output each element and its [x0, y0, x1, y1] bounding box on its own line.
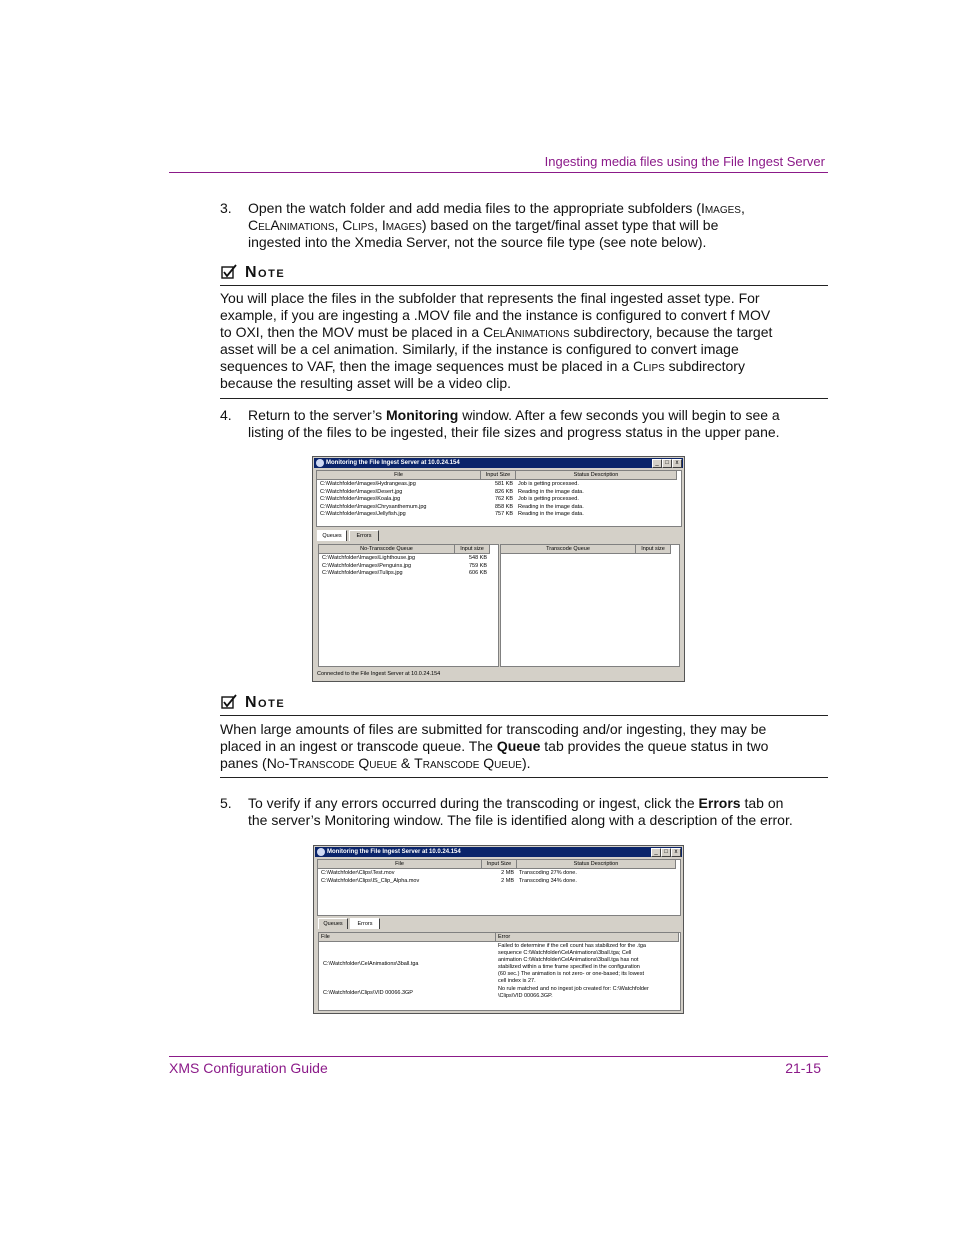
errors-pane[interactable]	[318, 932, 681, 1011]
row-size: 826 KB	[494, 488, 513, 495]
close-button[interactable]: x	[671, 848, 681, 857]
transcode-queue-pane[interactable]	[500, 544, 680, 667]
running-title: Ingesting media files using the File Ingest Server	[544, 154, 825, 169]
error-text: Failed to determine if the cell count has stabilized for the .tga	[498, 943, 646, 949]
row-size: 581 KB	[494, 481, 513, 487]
window-title: Monitoring the File Ingest Server at 10.0.24.154	[327, 849, 461, 855]
app-icon	[317, 848, 325, 856]
row-file: C:\Watchfolder\Images\Hydrangeas.jpg	[320, 481, 416, 487]
queue-size: 606 KB	[468, 570, 487, 576]
column-status[interactable]: Status Description	[516, 471, 677, 480]
row-status: Transcoding 34% done.	[519, 877, 577, 884]
row-size: 2 MB	[501, 870, 514, 876]
close-button[interactable]: x	[672, 459, 682, 468]
status-bar: Connected to the File Ingest Server at 10.0.24.154	[317, 671, 441, 677]
column-transcode-queue[interactable]: Transcode Queue	[501, 545, 636, 554]
error-text: sequence C:\Watchfolder\CelAnimations\3ball.tga; Cell	[498, 950, 632, 956]
queue-size: 548 KB	[468, 555, 487, 561]
tab-queues[interactable]: Queues	[317, 530, 347, 541]
header-rule	[169, 172, 828, 173]
row-status: Transcoding 27% done.	[519, 870, 577, 876]
step-5-number: 5.	[220, 795, 232, 811]
row-status: Reading in the image data.	[518, 488, 584, 495]
column-status[interactable]: Status Description	[517, 860, 676, 869]
note-2-bottom-rule	[220, 777, 828, 778]
error-text: \Clips\VID 00066.3GP.	[498, 993, 553, 999]
row-file: C:\Watchfolder\Clips\IS_Clip_Alpha.mov	[321, 877, 420, 884]
row-status: Reading in the image data.	[518, 503, 584, 510]
row-size: 757 KB	[494, 511, 513, 517]
checkbox-note-icon	[221, 694, 237, 710]
note-1-top-rule	[220, 285, 828, 286]
row-status: Reading in the image data.	[518, 511, 584, 517]
page-number: 21-15	[785, 1060, 821, 1076]
step-4-number: 4.	[220, 407, 232, 423]
no-transcode-queue-pane[interactable]	[318, 544, 499, 667]
row-size: 2 MB	[501, 877, 514, 884]
maximize-button[interactable]: □	[661, 848, 671, 857]
file-status-list[interactable]	[316, 470, 682, 527]
note-2-top-rule	[220, 715, 828, 716]
monitoring-window-errors	[313, 845, 684, 1014]
checkbox-note-icon	[221, 264, 237, 280]
note-2-text: When large amounts of files are submitted for transcoding and/or ingesting, they may be placed in an ingest or transcode queue. The Queue tab provides the queue status in two panes (No-Transcode Queue & Transcode Queue).	[220, 721, 769, 771]
footer-guide-title: XMS Configuration Guide	[169, 1060, 328, 1076]
file-status-list[interactable]	[317, 859, 681, 916]
queue-file: C:\Watchfolder\Images\Lighthouse.jpg	[322, 555, 416, 561]
minimize-button[interactable]: _	[651, 848, 661, 857]
column-input-size[interactable]: Input Size	[482, 860, 517, 869]
error-text: (60 sec.) The animation is not zero- or one-based; its lowest	[498, 971, 645, 977]
row-size: 762 KB	[494, 496, 513, 502]
maximize-button[interactable]: □	[662, 459, 672, 468]
app-icon	[316, 459, 324, 467]
row-file: C:\Watchfolder\Images\Jellyfish.jpg	[320, 511, 406, 517]
note-2-heading: Note	[245, 694, 286, 711]
row-file: C:\Watchfolder\Images\Chrysanthemum.jpg	[320, 503, 427, 510]
tab-errors[interactable]: Errors	[350, 918, 380, 929]
error-file: C:\Watchfolder\CelAnimations\3ball.tga	[323, 960, 419, 967]
column-input-size[interactable]: Input Size	[481, 471, 516, 480]
queue-file: C:\Watchfolder\Images\Tulips.jpg	[322, 570, 403, 576]
note-1-bottom-rule	[220, 398, 828, 399]
tab-errors[interactable]: Errors	[349, 530, 379, 541]
monitoring-window-queues	[312, 456, 685, 682]
column-no-transcode-queue[interactable]: No-Transcode Queue	[319, 545, 455, 554]
window-title-bar	[314, 458, 683, 468]
row-file: C:\Watchfolder\Images\Desert.jpg	[320, 488, 403, 495]
note-1-heading: Note	[245, 264, 286, 281]
footer-rule	[169, 1056, 828, 1057]
step-3-number: 3.	[220, 200, 232, 216]
column-input-size[interactable]: Input size	[455, 545, 490, 554]
note-1-text: You will place the files in the subfolder that represents the final ingested asset type. For example, if you are ingesting a .MOV file and the instance is configured to convert f MOV to OXI, then the MOV must be placed in a CelAnimations subdirectory, because the target asset will be a cel animation. Similarly, if the instance is configured to convert image sequences to VAF, then the image sequences must be placed in a Clips subdirectory because the resulting asset will be a video clip.	[220, 290, 773, 391]
minimize-button[interactable]: _	[652, 459, 662, 468]
error-text: No rule matched and no ingest job created for: C:\Watchfolder	[498, 986, 649, 992]
error-text: stabilized within a time frame specified in the configuration	[498, 964, 640, 970]
column-input-size[interactable]: Input size	[636, 545, 671, 554]
row-file: C:\Watchfolder\Clips\Test.mov	[321, 870, 395, 876]
column-file[interactable]: File	[318, 860, 482, 869]
step-3-text: Open the watch folder and add media files to the appropriate subfolders (Images, CelAnimations, Clips, Images) based on the target/final asset type that will be ingested into the Xmedia Server, not the source file type (see note below).	[248, 200, 745, 250]
column-file[interactable]: File	[317, 471, 481, 480]
row-status: Job is getting processed.	[518, 481, 579, 487]
row-file: C:\Watchfolder\Images\Koala.jpg	[320, 496, 401, 502]
column-error[interactable]: Error	[496, 933, 679, 942]
row-status: Job is getting processed.	[518, 496, 579, 502]
queue-file: C:\Watchfolder\Images\Penguins.jpg	[322, 562, 412, 569]
column-file[interactable]: File	[319, 933, 496, 942]
window-title-bar	[315, 847, 682, 857]
step-4-text: Return to the server’s Monitoring window. After a few seconds you will begin to see a listing of the files to be ingested, their file sizes and progress status in the upper pane.	[248, 407, 780, 440]
step-5-text: To verify if any errors occurred during the transcoding or ingest, click the Errors tab on the server’s Monitoring window. The file is identified along with a description of the error.	[248, 795, 793, 828]
queue-size: 759 KB	[468, 562, 487, 569]
error-text: animation C:\Watchfolder\CelAnimations\3ball.tga has not	[498, 957, 639, 963]
window-title: Monitoring the File Ingest Server at 10.0.24.154	[326, 460, 460, 466]
tab-queues[interactable]: Queues	[318, 918, 348, 929]
error-text: cell index is 27.	[498, 978, 536, 984]
row-size: 858 KB	[494, 503, 513, 510]
error-file: C:\Watchfolder\Clips\VID 00066.3GP	[323, 989, 413, 996]
